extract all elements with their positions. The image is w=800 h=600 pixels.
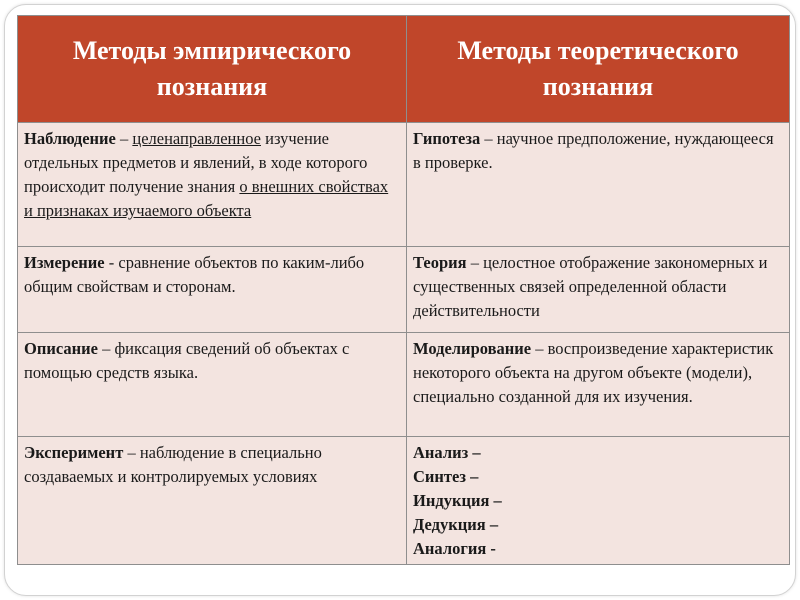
term-measurement: Измерение xyxy=(24,253,105,272)
term-theory: Теория xyxy=(413,253,467,272)
cell-observation xyxy=(18,123,407,247)
methods-table xyxy=(17,15,790,565)
description-text: – фиксация сведений об объектах с помощью средств языка. xyxy=(24,339,350,382)
term-description: Описание xyxy=(24,339,98,358)
cell-measurement xyxy=(18,247,407,333)
slide-frame xyxy=(4,4,796,596)
observation-separator: – xyxy=(115,129,133,148)
theory-text: – целостное отображение закономерных и существенных связей определенной области действительности xyxy=(413,253,768,320)
table-row xyxy=(18,247,790,333)
modeling-text: – воспроизведение характеристик некоторого объекта на другом объекте (модели), специально созданной для их изучения. xyxy=(413,339,774,406)
method-deduction: Дедукция – xyxy=(413,515,499,534)
table-row xyxy=(18,437,790,565)
header-theoretical: Методы теоретического познания xyxy=(407,16,790,123)
cell-theory xyxy=(407,247,790,333)
hypothesis-text: – научное предположение, нуждающееся в проверке. xyxy=(413,129,774,172)
cell-modeling xyxy=(407,333,790,437)
method-analogy: Аналогия - xyxy=(413,539,496,558)
table-row xyxy=(18,333,790,437)
method-induction: Индукция – xyxy=(413,491,502,510)
method-analysis: Анализ – xyxy=(413,443,481,462)
term-hypothesis: Гипотеза xyxy=(413,129,481,148)
cell-experiment xyxy=(18,437,407,565)
term-experiment: Эксперимент xyxy=(24,443,124,462)
header-empirical: Методы эмпирического познания xyxy=(18,16,407,123)
term-modeling: Моделирование xyxy=(413,339,532,358)
header-row xyxy=(18,16,790,123)
table-row xyxy=(18,123,790,247)
method-synthesis: Синтез – xyxy=(413,467,479,486)
observation-underlined-1: целенаправленное xyxy=(132,129,261,148)
cell-hypothesis xyxy=(407,123,790,247)
experiment-text: – наблюдение в специально создаваемых и контролируемых условиях xyxy=(24,443,322,486)
cell-description xyxy=(18,333,407,437)
term-observation: Наблюдение xyxy=(24,129,116,148)
observation-text: изучение отдельных предметов и явлений, в ходе которого происходит получение знания xyxy=(24,129,368,196)
observation-underlined-2: о внешних свойствах и признаках изучаемого объекта xyxy=(24,177,389,220)
measurement-text: - сравнение объектов по каким-либо общим свойствам и сторонам. xyxy=(24,253,365,296)
cell-logic-methods xyxy=(407,437,790,565)
